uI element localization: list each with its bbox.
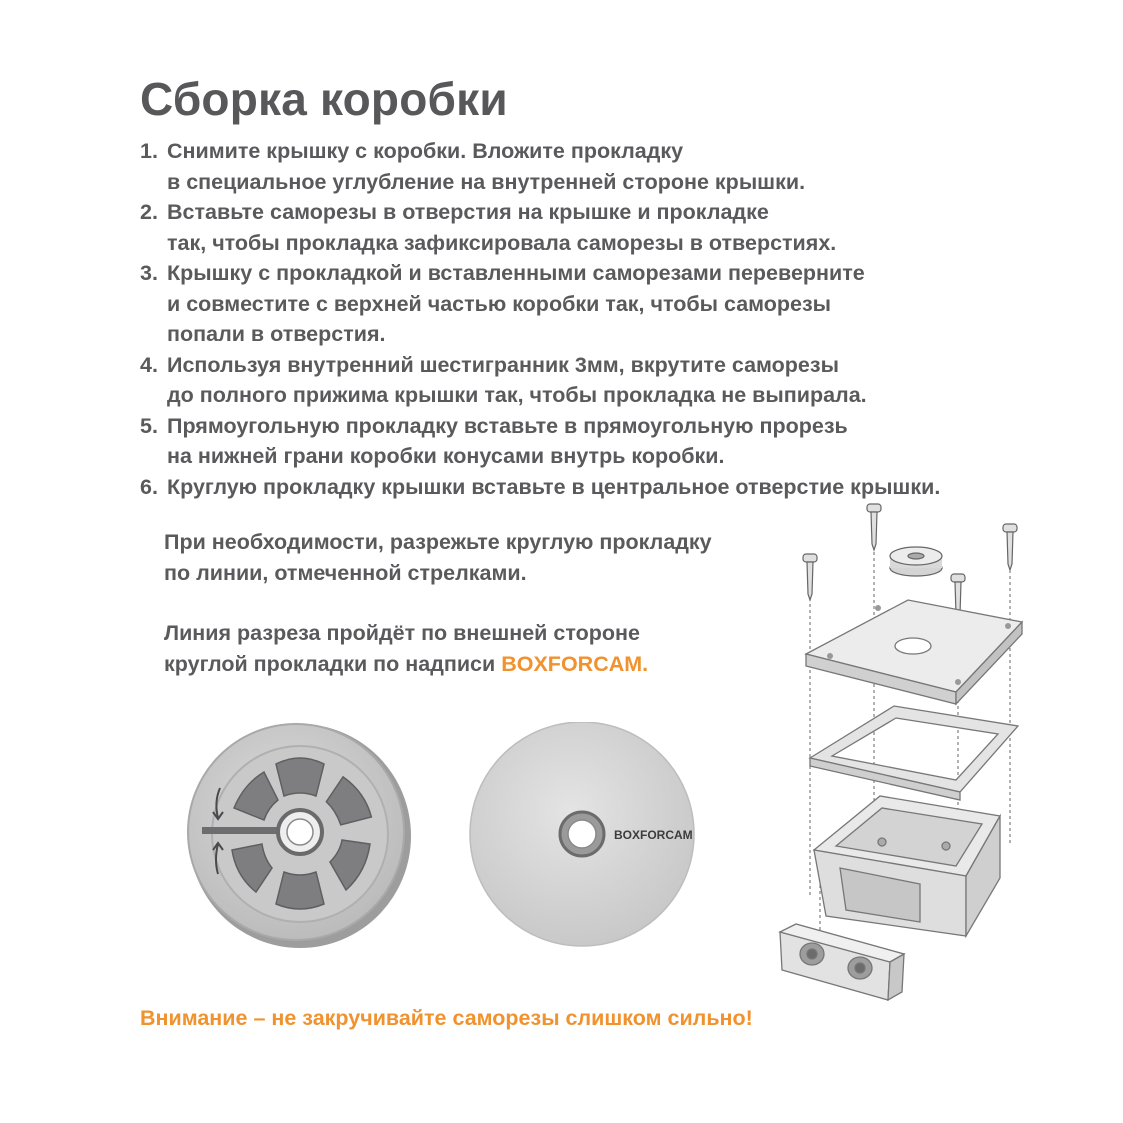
warning-text: Внимание – не закручивайте саморезы слишком сильно! bbox=[140, 1006, 753, 1030]
step-2 bbox=[140, 197, 1100, 258]
step-text: Используя внутренний шестигранник 3мм, вкрутите саморезы bbox=[167, 352, 839, 377]
step-text: так, чтобы прокладка зафиксировала саморезы в отверстиях. bbox=[167, 230, 837, 255]
step-text: попали в отверстия. bbox=[167, 322, 386, 346]
step-text: в специальное углубление на внутренней стороне крышки. bbox=[167, 169, 806, 194]
step-text: на нижней грани коробки конусами внутрь коробки. bbox=[167, 444, 725, 468]
cut-line-note-line: Линия разреза пройдёт по внешней стороне bbox=[164, 621, 640, 645]
cut-line-note-line: круглой прокладки по надписи bbox=[164, 651, 502, 676]
square-gasket bbox=[810, 706, 1018, 800]
brand-name: BOXFORCAM. bbox=[501, 651, 649, 676]
step-text: Крышку с прокладкой и вставленными саморезами переверните bbox=[167, 261, 865, 285]
step-text: до полного прижима крышки так, чтобы прокладка не выпирала. bbox=[167, 383, 867, 407]
gasket-rib bbox=[276, 872, 324, 909]
gasket-rib bbox=[276, 758, 324, 796]
round-gasket-outer-illustration bbox=[464, 722, 704, 972]
step-text: Вставьте саморезы в отверстия на крышке и прокладке bbox=[167, 200, 769, 224]
cut-note bbox=[164, 527, 712, 588]
box-exploded-view-illustration bbox=[770, 496, 1060, 1006]
box-body bbox=[814, 796, 1000, 936]
round-gasket-inner-illustration bbox=[184, 722, 424, 972]
screw-icon bbox=[867, 504, 881, 550]
step-number: 1. bbox=[140, 139, 158, 163]
cut-note-line: по линии, отмеченной стрелками. bbox=[164, 560, 527, 585]
page-title: Сборка коробки bbox=[140, 73, 508, 125]
rectangular-gasket bbox=[780, 924, 904, 1000]
step-number: 2. bbox=[140, 200, 158, 224]
screw-icon bbox=[1003, 524, 1017, 570]
step-number: 4. bbox=[140, 352, 158, 377]
cut-line bbox=[202, 827, 288, 834]
step-number: 5. bbox=[140, 413, 158, 438]
step-text: Круглую прокладку крышки вставьте в центральное отверстие крышки. bbox=[167, 474, 941, 499]
step-number: 3. bbox=[140, 261, 158, 285]
step-4 bbox=[140, 350, 1100, 411]
step-text: и совместите с верхней частью коробки так, чтобы саморезы bbox=[167, 291, 832, 316]
step-text: Прямоугольную прокладку вставьте в прямоугольную прорезь bbox=[167, 413, 848, 438]
step-text: Снимите крышку с коробки. Вложите прокладку bbox=[167, 139, 684, 163]
assembly-steps bbox=[140, 136, 1100, 502]
screw-icon bbox=[803, 554, 817, 600]
step-number: 6. bbox=[140, 474, 158, 499]
cut-line-note bbox=[164, 618, 648, 679]
step-3 bbox=[140, 258, 1100, 350]
box-lid bbox=[806, 600, 1022, 704]
cut-note-line: При необходимости, разрежьте круглую прокладку bbox=[164, 530, 712, 554]
step-1 bbox=[140, 136, 1100, 197]
step-5 bbox=[140, 411, 1100, 472]
gasket-brand-label: BOXFORCAM bbox=[614, 828, 693, 842]
round-gasket-small bbox=[890, 547, 942, 576]
